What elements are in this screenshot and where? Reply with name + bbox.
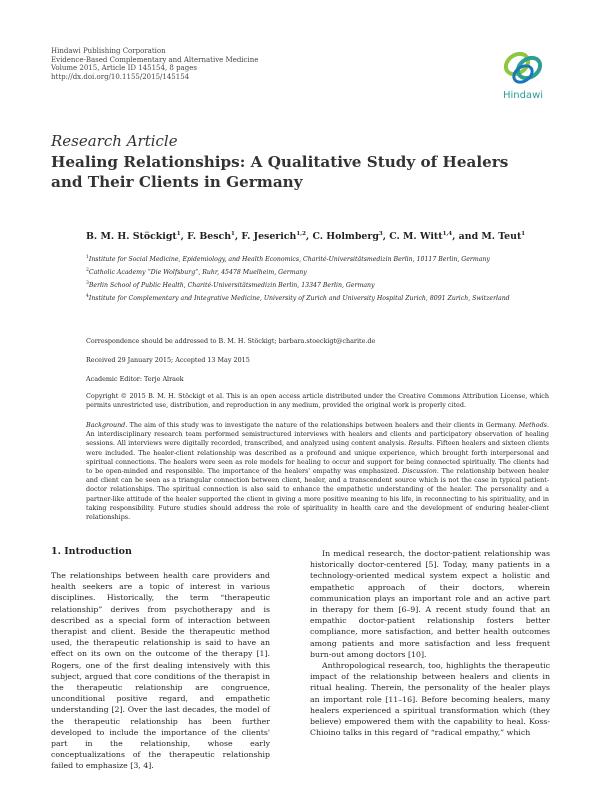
copyright-notice: Copyright © 2015 B. M. H. Stöckigt et al. This is an open access article distributed under the Creative Commons Attribution License, which permits unrestricted use, distribution, and reproduction in any medium, provided the original work is properly cited. [86,392,549,410]
paragraph: Anthropological research, too, highlights the therapeutic impact of the relationship between healers and clients in ritual healing. Therein, the personality of the healer plays an important role [11–16]. Before becoming healers, many healers experienced a spiritual transformation which (they believe) empowered them with the capability to heal. Koss-Chioino talks in this regard of “radical empathy,” which [310,661,550,738]
affiliations [86,253,510,304]
volume-info: Volume 2015, Article ID 145154, 8 pages [51,64,197,73]
abstract [86,421,549,522]
hindawi-logo [497,46,549,104]
hindawi-logo-icon [497,46,549,90]
affiliation-number: 3 [86,280,89,286]
affiliation-line [86,266,510,279]
abstract-discussion: The relationship between healer and client can be seen as a triangular connection between client, healer, and a transcendent source which is not the case in typical patient-doctor relationships. The spiritual connection is also said to enhance the empathetic understanding of the healer. The personality and a partner-like attitude of the healer supported the client in giving a more positive meaning to his life, in reconnecting to his spirituality, and in taking responsibility. Future studies should address the role of spirituality in health care and the development of enduring healer-client relationships. [86,467,549,522]
author-name: C. Holmberg [312,231,379,243]
abstract-results: Fifteen healers and sixteen clients were included. The healer-client relationship was described as a profound and unique experience, which brought forth interpersonal and spiritual connections. The healers were seen as role models for healing to occur and support for being connected spiritually. The clients had to be open-minded and responsible. The importance of the healers' empathy was emphasized. [86,439,549,476]
right-column [310,548,550,738]
author-list: B. M. H. Stöckigt$^1$, F. Besch$^1$, F. Jeserich$^{1,2}$, C. Holmberg$^3$, C. M. Witt$^{1,4}$, and M. Teut$^1$ [86,231,526,243]
hindawi-logo-text: Hindawi [502,90,544,101]
affiliation-number: 4 [86,293,89,299]
article-type: Research Article [51,132,178,150]
publisher: Hindawi Publishing Corporation [51,47,166,55]
journal-name: Evidence-Based Complementary and Alternative Medicine [51,55,259,64]
author-name: F. Jeserich [241,231,297,243]
doi-link[interactable]: http://dx.doi.org/10.1155/2015/145154 [51,72,190,81]
paragraph: The relationships between health care providers and health seekers are a topic of interest in various disciplines. Historically, the term “therapeutic relationship” derives from psychotherapy and is described as a special form of interaction between therapist and client. Beside the therapeutic method used, the therapeutic relationship is said to have an effect on its own on the outcome of the therapy [1]. Rogers, one of the first dealing intensively with this subject, argued that core conditions of the therapist in the therapeutic relationship are congruence, unconditional positive regard, and empathetic understanding [2]. Over the last decades, the model of the therapeutic relationship has been further developed to include the importance of the clients' part in the relationship, whose early conceptualizations of the therapeutic relationship failed to emphasize [3, 4]. [51,571,270,771]
academic-editor: Academic Editor: Terje Alraek [86,375,184,383]
abstract-results-label: Results. [408,439,435,448]
affiliation-text: Institute for Complementary and Integrative Medicine, University of Zurich and University Hospital Zurich, 8091 Zurich, Switzerland [88,294,510,302]
affiliation-text: Institute for Social Medicine, Epidemiology, and Health Economics, Charité-Universitätsmedizin Berlin, 10117 Berlin, Germany [88,256,490,264]
paragraph: In medical research, the doctor-patient relationship was historically doctor-centered [5]. Today, many patients in a technology-oriented medical system expect a holistic and empathetic approach of their doctors, wherein communication plays an important role and an active part in therapy for them [6–9]. A recent study found that an empathic doctor-patient relationship fosters better compliance, more satisfaction, and better health outcomes among patients and more satisfaction and less frequent burn-out among doctors [10]. [310,549,550,659]
affiliation-text: Catholic Academy “Die Wolfsburg”, Ruhr, 45478 Muelheim, Germany [88,268,307,276]
author-affiliation-mark: 1,2 [296,231,306,237]
left-column [51,570,270,772]
affiliation-line [86,292,510,305]
affiliation-line [86,279,510,292]
affiliation-number: 1 [86,255,89,260]
abstract-background: The aim of this study was to investigate the nature of the relationships between healers and their clients in Germany. [127,421,519,429]
received-date: Received 29 January 2015; Accepted 13 May 2015 [86,356,250,364]
author-affiliation-mark: 1,4 [442,231,453,237]
abstract-discussion-label: Discussion. [402,467,439,476]
abstract-background-label: Background. [86,421,128,429]
affiliation-number: 2 [86,267,89,273]
affiliation-text: Berlin School of Public Health, Charité-Universitätsmedizin Berlin, 13347 Berlin, Germany [88,281,375,289]
author-name: C. M. Witt [389,231,443,243]
author-name: B. M. H. Stöckigt [86,231,177,243]
affiliation-line [86,253,510,266]
abstract-methods-label: Methods. [518,421,549,429]
correspondence: Correspondence should be addressed to B. M. H. Stöckigt; barbara.stoeckigt@charite.de [86,337,376,345]
section-heading: 1. Introduction [51,546,132,557]
journal-header [51,47,258,81]
abstract-methods: An interdisciplinary research team performed semistructured interviews with healers and clients and participatory observation of healing sessions. All interviews were digitally recorded, transcribed, and analyzed using content analysis. [86,430,549,448]
author-name: F. Besch [187,231,232,243]
author-affiliation-mark: 1 [231,231,235,237]
author-affiliation-mark: 1 [176,231,181,237]
author-name: and M. Teut [458,231,522,243]
author-affiliation-mark: 1 [521,231,526,237]
article-title: Healing Relationships: A Qualitative Study of Healers and Their Clients in Germany [51,153,509,191]
author-affiliation-mark: 3 [378,231,383,237]
